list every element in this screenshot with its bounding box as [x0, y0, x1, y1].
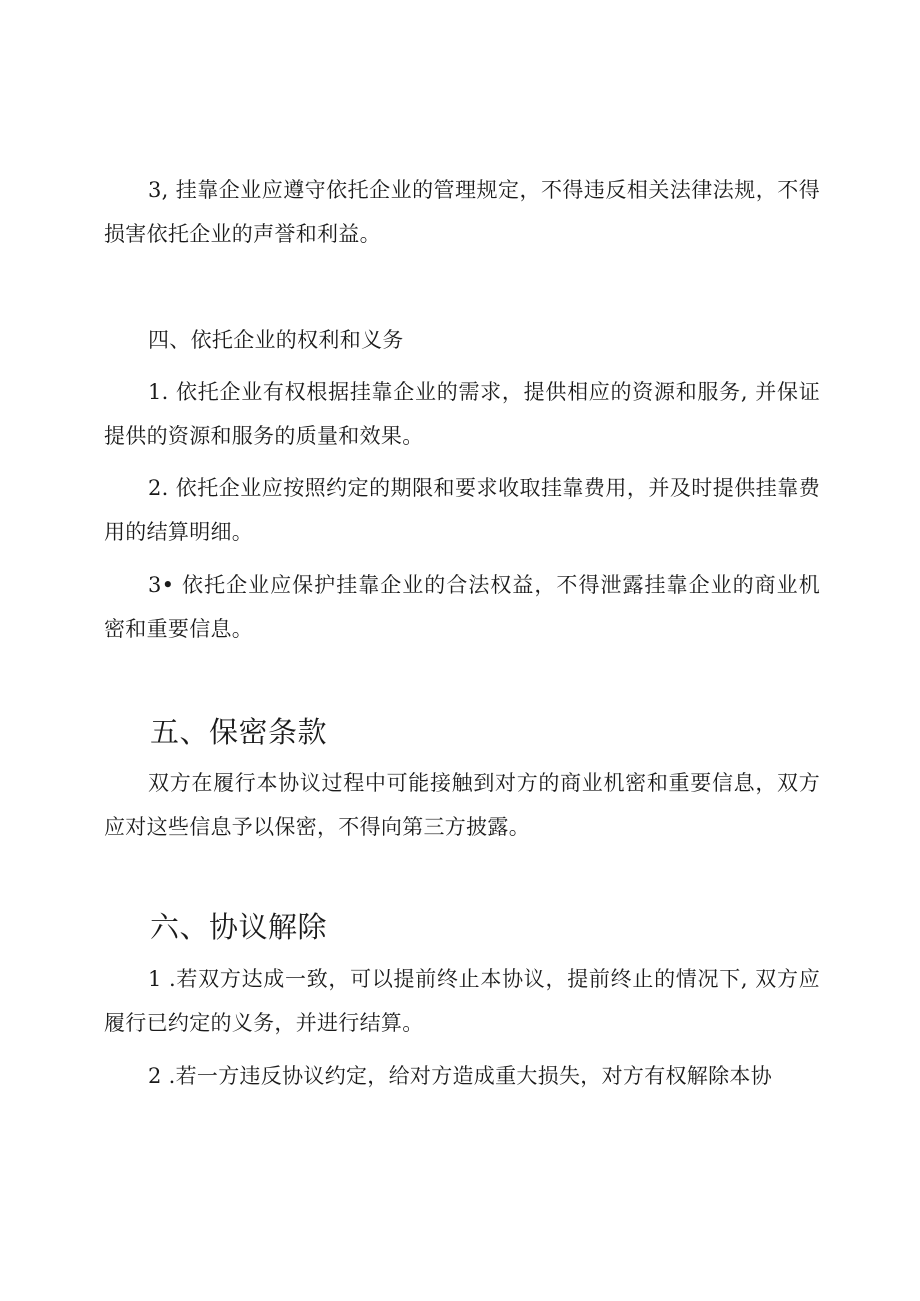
- section5-title: 五、保密条款: [150, 715, 328, 749]
- section4-item3: 3• 依托企业应保护挂靠企业的合法权益，不得泄露挂靠企业的商业机密和重要信息。: [104, 573, 820, 641]
- section5-body: 双方在履行本协议过程中可能接触到对方的商业机密和重要信息，双方应对这些信息予以保密，不得向第三方披露。: [104, 771, 820, 839]
- section6-item2: 2 .若一方违反协议约定，给对方造成重大损失，对方有权解除本协: [148, 1064, 773, 1088]
- section3-item3: 3, 挂靠企业应遵守依托企业的管理规定，不得违反相关法律法规，不得损害依托企业的声誉和利益。: [104, 178, 820, 246]
- section4-item1: 1. 依托企业有权根据挂靠企业的需求，提供相应的资源和服务, 并保证提供的资源和服务的质量和效果。: [104, 380, 820, 448]
- section6-title: 六、协议解除: [150, 910, 328, 944]
- section6-item1: 1 .若双方达成一致，可以提前终止本协议，提前终止的情况下, 双方应履行已约定的义务，并进行结算。: [104, 967, 820, 1035]
- section4-title: 四、依托企业的权利和义务: [148, 328, 404, 352]
- section4-item2: 2. 依托企业应按照约定的期限和要求收取挂靠费用，并及时提供挂靠费用的结算明细。: [104, 476, 820, 544]
